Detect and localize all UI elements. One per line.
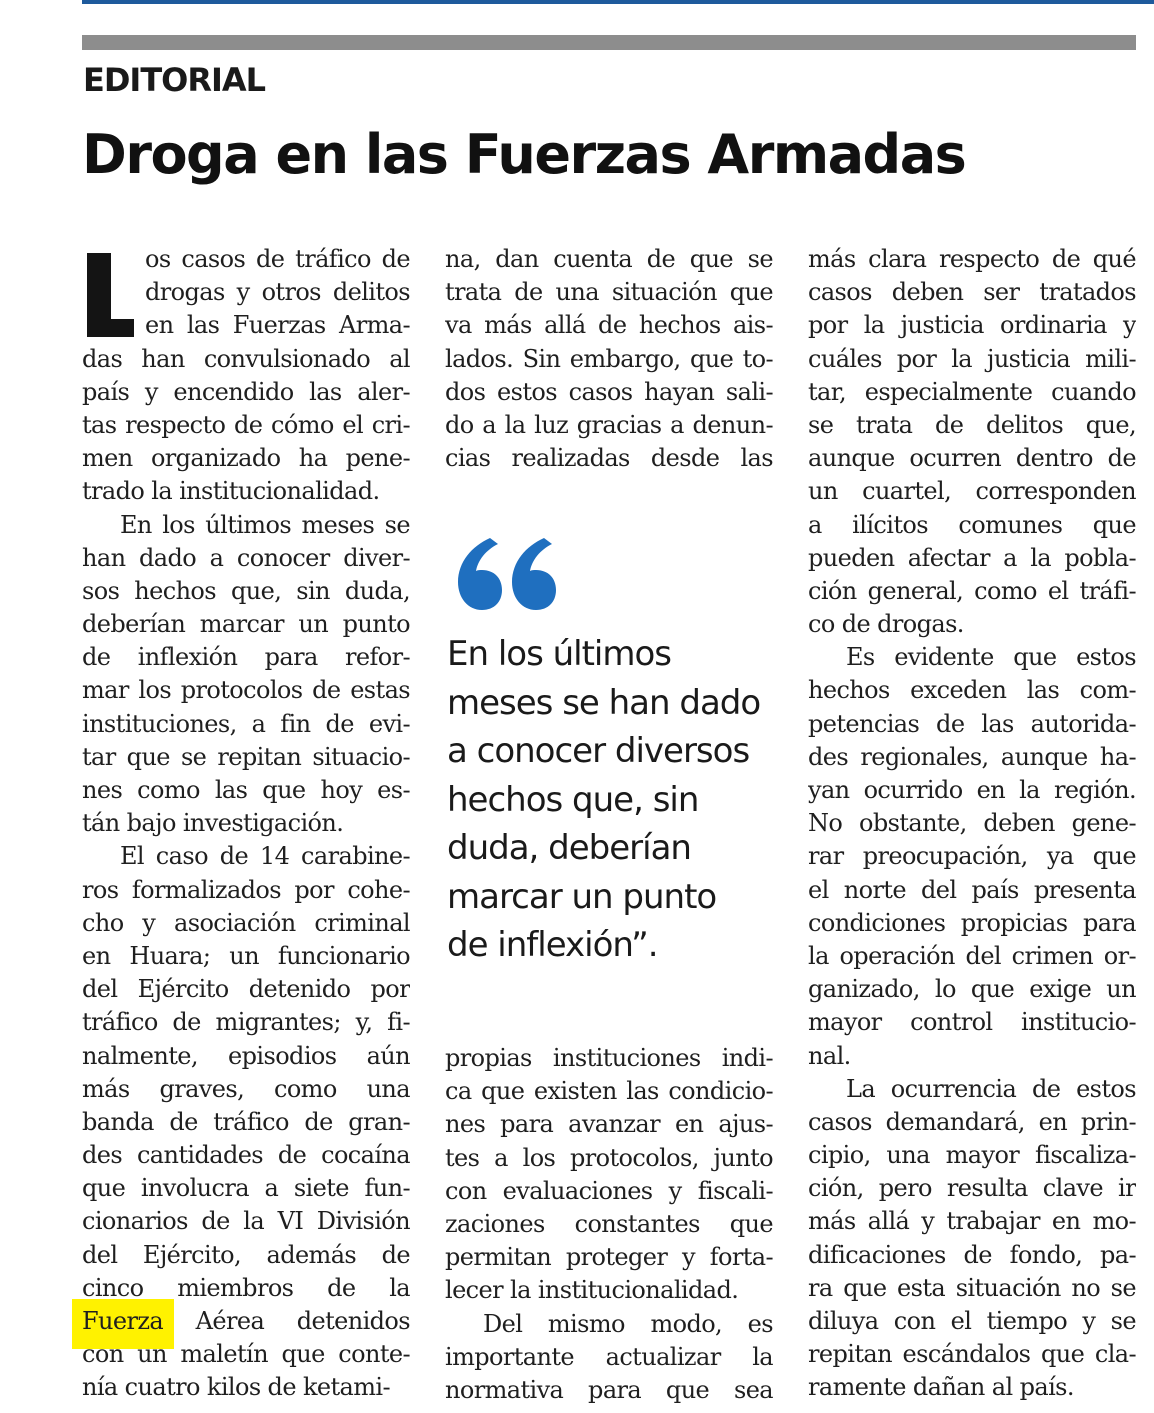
text-line: el norte del país presenta [808,875,1136,904]
text-line: casos demandará, en prin- [808,1107,1136,1136]
text-line: nal. [808,1041,851,1070]
text-line: cuáles por la justicia mili- [808,344,1136,373]
column-3 [808,243,1136,1405]
column-2-top [445,243,773,475]
text-line: más allá y trabajar en mo- [808,1207,1136,1236]
text-line: dos estos casos hayan sali- [445,377,773,406]
text-line: do a la luz gracias a denun- [445,410,773,439]
pull-quote-line: de inflexión”. [447,925,658,965]
text-line: deberían marcar un punto [82,610,410,639]
text-line: hechos exceden las com- [808,676,1136,705]
text-line: más graves, como una [82,1074,410,1103]
text-line: pueden afectar a la pobla- [808,543,1136,572]
text-line: ramente dañan al país. [808,1373,1074,1402]
text-line: a ilícitos comunes que [808,510,1136,539]
text-line: tán bajo investigación. [82,809,344,838]
text-line: nes como las que hoy es- [82,776,410,804]
text-line: ganizado, lo que exige un [808,975,1136,1004]
text-line: tes a los protocolos, junto [445,1143,773,1172]
text-line: ra que esta situación no se [808,1273,1136,1302]
text-line: país y encendido las aler- [82,377,410,406]
text-line: tráfico de migrantes; y, fi- [82,1008,410,1037]
section-label: EDITORIAL [83,61,266,99]
text-line: El caso de 14 carabine- [120,842,410,871]
column-2-bottom [445,1042,773,1407]
pull-quote-line: meses se han dado [447,682,761,723]
text-line: drogas y otros delitos [145,278,410,307]
pull-quote [447,630,787,970]
text-line: cias realizadas desde las [445,444,773,473]
text-line: trata de una situación que [445,278,773,307]
text-line: se trata de delitos que, [808,410,1136,439]
text-line: nía cuatro kilos de ketami- [82,1373,390,1402]
text-line: co de drogas. [808,610,964,639]
text-line: cipio, una mayor fiscaliza- [808,1141,1136,1170]
text-line: del Ejército, además de [82,1240,410,1269]
text-line: des regionales, aunque ha- [808,742,1136,771]
quote-mark-icon [452,520,572,620]
text-line: va más allá de hechos ais- [445,311,773,340]
text-line: un cuartel, corresponden [808,477,1136,506]
text-line: normativa para que sea [445,1375,773,1404]
text-line: yan ocurrido en la región. [808,776,1136,804]
text-line: por la justicia ordinaria y [808,311,1136,340]
headline: Droga en las Fuerzas Armadas [82,123,966,186]
text-line: cinco miembros de la [82,1273,410,1302]
text-line: nes para avanzar en ajus- [445,1110,773,1139]
text-line: des cantidades de cocaína [82,1141,410,1170]
text-line: En los últimos meses se [120,510,410,539]
text-line: La ocurrencia de estos [846,1074,1136,1103]
text-line: mar los protocolos de estas [82,676,410,705]
text-line: con un maletín que conte- [82,1340,410,1369]
text-line: os casos de tráfico de [145,245,410,273]
text-line: petencias de las autorida- [808,709,1136,738]
text-line: condiciones propicias para [808,908,1136,937]
text-line: cionarios de la VI División [82,1207,410,1236]
text-line: trado la institucionalidad. [82,477,380,506]
text-line: que involucra a siete fun- [82,1174,410,1203]
pull-quote-line: hechos que, sin [447,779,699,820]
text-line: cho y asociación criminal [82,908,410,937]
text-line: ros formalizados por cohe- [82,875,410,904]
text-line: das han convulsionado al [82,344,410,373]
text-line: aunque ocurren dentro de [808,444,1136,473]
text-line: permitan proteger y forta- [445,1243,773,1272]
text-line: tar que se repitan situacio- [82,742,410,771]
text-line: rar preocupación, ya que [808,842,1136,871]
text-line: zaciones constantes que [445,1209,773,1238]
text-line: han dado a conocer diver- [82,543,410,572]
text-line: la operación del crimen or- [808,941,1136,970]
text-line: lecer la institucionalidad. [445,1276,739,1305]
text-line: en las Fuerzas Arma- [145,311,410,340]
text-line: ca que existen las condicio- [445,1077,773,1106]
text-line: lados. Sin embargo, que to- [445,344,773,373]
drop-cap [82,253,134,337]
text-line: na, dan cuenta de que se [445,245,773,273]
text-line: tas respecto de cómo el cri- [82,410,410,439]
text-line: ción, pero resulta clave ir [808,1174,1136,1203]
text-line: en Huara; un funcionario [82,941,410,970]
text-line: Es evidente que estos [846,643,1136,672]
text-line: con evaluaciones y fiscali- [445,1176,773,1205]
text-line: repitan escándalos que cla- [808,1340,1136,1369]
text-line: Fuerza Aérea detenidos [82,1307,410,1335]
pull-quote-line: a conocer diversos [447,731,750,771]
pull-quote-line: duda, deberían [447,828,691,868]
text-line: instituciones, a fin de evi- [82,709,410,738]
top-rule [82,0,1154,4]
text-line: mayor control institucio- [808,1008,1136,1037]
text-line: ción general, como el tráfi- [808,576,1136,605]
section-bar [82,35,1136,50]
text-line: diluya con el tiempo y se [808,1307,1136,1335]
text-line: propias instituciones indi- [445,1044,773,1072]
text-line: importante actualizar la [445,1342,773,1371]
text-line: sos hechos que, sin duda, [82,576,410,605]
text-line: casos deben ser tratados [808,278,1136,307]
text-line: banda de tráfico de gran- [82,1107,410,1136]
pull-quote-line: En los últimos [447,634,672,674]
text-line: Del mismo modo, es [483,1309,773,1338]
pull-quote-line: marcar un punto [447,876,717,917]
text-line: men organizado ha pene- [82,444,410,473]
text-line: dificaciones de fondo, pa- [808,1240,1136,1269]
text-line: de inflexión para refor- [82,643,410,672]
text-line: nalmente, episodios aún [82,1041,410,1070]
text-line: tar, especialmente cuando [808,377,1136,406]
text-line: No obstante, deben gene- [808,809,1136,838]
column-1 [82,243,410,1405]
text-line: del Ejército detenido por [82,975,410,1004]
text-line: más clara respecto de qué [808,245,1136,273]
